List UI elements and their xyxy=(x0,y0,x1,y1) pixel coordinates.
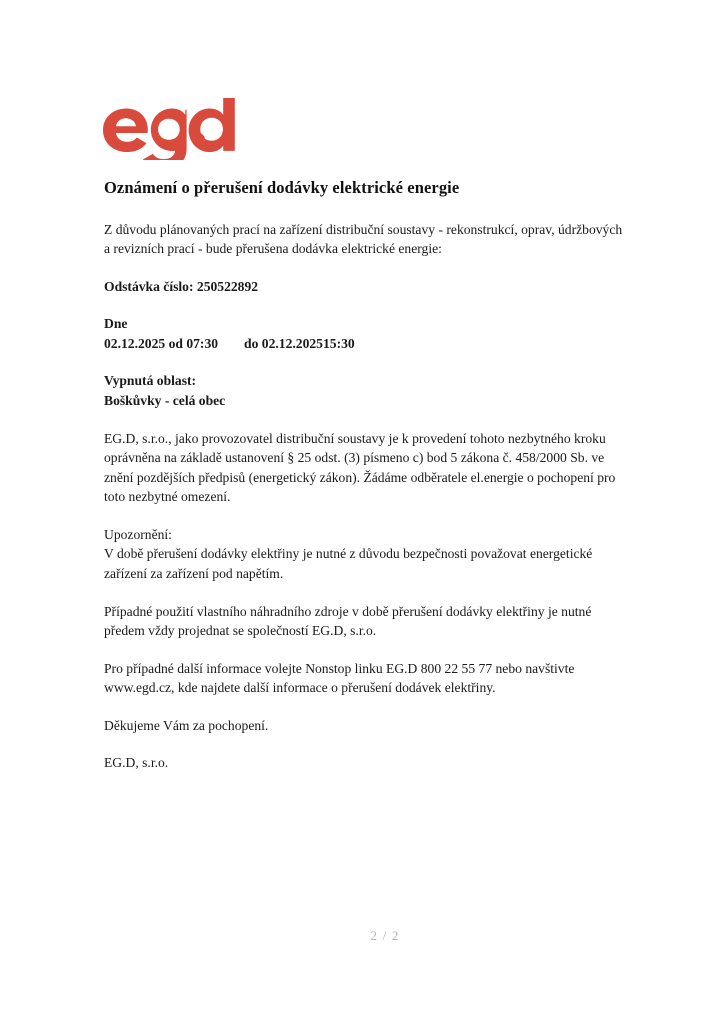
warning-block xyxy=(104,525,628,584)
page-title: Oznámení o přerušení dodávky elektrické energie xyxy=(104,178,460,197)
egd-logo-icon xyxy=(103,98,235,160)
page-indicator: 2 / 2 xyxy=(370,928,400,943)
date-from: 02.12.2025 od 07:30 xyxy=(104,335,219,351)
warning-text: V době přerušení dodávky elektřiny je nutné z důvodu bezpečnosti považovat energetické zařízení za zařízení pod napětím. xyxy=(104,546,593,581)
date-to: do 02.12.202515:30 xyxy=(244,335,355,351)
thanks-paragraph: Děkujeme Vám za pochopení. xyxy=(104,717,269,733)
contact-paragraph: Pro případné další informace volejte Nonstop linku EG.D 800 22 55 77 nebo navštivte www.egd.cz, kde najdete další informace o přerušení dodávek elektřiny. xyxy=(104,660,575,696)
warning-heading: Upozornění: xyxy=(104,526,172,542)
egd-logo xyxy=(103,98,235,160)
backup-source-paragraph: Případné použití vlastního náhradního zdroje v době přerušení dodávky elektřiny je nutné předem vždy projednat se společností EG.D, s.r.o. xyxy=(104,603,592,639)
date-heading: Dne xyxy=(104,316,128,332)
outage-number: Odstávka číslo: 250522892 xyxy=(104,278,259,294)
date-block xyxy=(104,314,628,353)
area-value: Boškůvky - celá obec xyxy=(104,393,226,408)
page-footer xyxy=(0,928,724,944)
date-range-row xyxy=(104,334,628,354)
signature: EG.D, s.r.o. xyxy=(104,755,169,771)
area-heading: Vypnutá oblast: xyxy=(104,373,197,389)
area-block xyxy=(104,371,628,410)
intro-paragraph: Z důvodu plánovaných prací na zařízení distribuční soustavy - rekonstrukcí, oprav, údržbových a revizních prací - bude přerušena dodávka elektrické energie: xyxy=(104,221,623,257)
document-body xyxy=(104,178,628,773)
legal-paragraph: EG.D, s.r.o., jako provozovatel distribuční soustavy je k provedení tohoto nezbytného kroku oprávněna na základě ustanovení § 25 odst. (3) písmeno c) bod 5 zákona č. 458/2000 Sb. ve znění pozdějších předpisů (energetický zákon). Žádáme odběratele el.energie o pochopení pro toto nezbytné omezení. xyxy=(104,430,616,505)
